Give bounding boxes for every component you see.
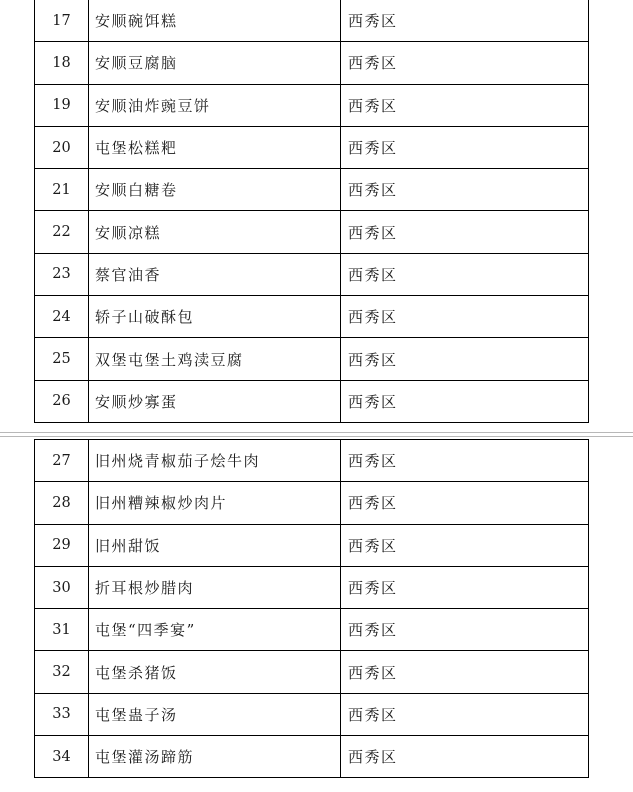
table-row — [35, 338, 588, 380]
table-row — [35, 651, 588, 693]
food-name: 屯堡灌汤蹄筋 — [89, 736, 341, 777]
row-number: 25 — [35, 338, 89, 379]
food-name: 安顺凉糕 — [89, 211, 341, 252]
table-row — [35, 0, 588, 42]
food-name: 旧州糟辣椒炒肉片 — [89, 482, 341, 523]
table-row — [35, 296, 588, 338]
row-number: 21 — [35, 169, 89, 210]
table-row — [35, 254, 588, 296]
district: 西秀区 — [348, 621, 398, 640]
district: 西秀区 — [348, 663, 398, 682]
table-row — [35, 482, 588, 524]
table-row — [35, 211, 588, 253]
page-break-divider — [0, 429, 633, 439]
food-name: 安顺炒寡蛋 — [89, 381, 341, 422]
row-number: 26 — [35, 381, 89, 422]
food-name: 屯堡“四季宴” — [89, 609, 341, 650]
food-name: 双堡屯堡土鸡渎豆腐 — [89, 338, 341, 379]
page-break-line — [0, 432, 633, 433]
food-name: 旧州甜饭 — [89, 525, 341, 566]
row-number: 34 — [35, 736, 89, 777]
district: 西秀区 — [348, 308, 398, 327]
row-number: 22 — [35, 211, 89, 252]
row-number: 17 — [35, 0, 89, 41]
table-row — [35, 127, 588, 169]
table-row — [35, 694, 588, 736]
row-number: 20 — [35, 127, 89, 168]
district: 西秀区 — [348, 536, 398, 555]
district: 西秀区 — [348, 350, 398, 369]
food-name: 折耳根炒腊肉 — [89, 567, 341, 608]
district: 西秀区 — [348, 494, 398, 513]
food-name: 安顺油炸豌豆饼 — [89, 85, 341, 126]
row-number: 23 — [35, 254, 89, 295]
row-number: 28 — [35, 482, 89, 523]
row-number: 31 — [35, 609, 89, 650]
food-table-page-1 — [34, 0, 589, 423]
row-number: 18 — [35, 42, 89, 83]
row-number: 30 — [35, 567, 89, 608]
district: 西秀区 — [348, 748, 398, 767]
row-number: 32 — [35, 651, 89, 692]
table-row — [35, 525, 588, 567]
food-name: 屯堡杀猪饭 — [89, 651, 341, 692]
row-number: 19 — [35, 85, 89, 126]
district: 西秀区 — [348, 705, 398, 724]
food-name: 安顺白糖卷 — [89, 169, 341, 210]
table-row — [35, 609, 588, 651]
table-row — [35, 169, 588, 211]
food-name: 屯堡松糕粑 — [89, 127, 341, 168]
district: 西秀区 — [348, 181, 398, 200]
table-row — [35, 381, 588, 423]
row-number: 24 — [35, 296, 89, 337]
district: 西秀区 — [348, 265, 398, 284]
food-name: 蔡官油香 — [89, 254, 341, 295]
food-name: 屯堡蛊子汤 — [89, 694, 341, 735]
food-name: 轿子山破酥包 — [89, 296, 341, 337]
table-row — [35, 85, 588, 127]
district: 西秀区 — [348, 139, 398, 158]
food-name: 旧州烧青椒茄子烩牛肉 — [89, 440, 341, 481]
food-table-page-2 — [34, 439, 589, 778]
district: 西秀区 — [348, 223, 398, 242]
district: 西秀区 — [348, 392, 398, 411]
row-number: 29 — [35, 525, 89, 566]
table-row — [35, 567, 588, 609]
district: 西秀区 — [348, 96, 398, 115]
district: 西秀区 — [348, 54, 398, 73]
food-name: 安顺碗饵糕 — [89, 0, 341, 41]
food-name: 安顺豆腐脑 — [89, 42, 341, 83]
table-row — [35, 42, 588, 84]
row-number: 33 — [35, 694, 89, 735]
district: 西秀区 — [348, 579, 398, 598]
district: 西秀区 — [348, 12, 398, 31]
table-row — [35, 736, 588, 778]
row-number: 27 — [35, 440, 89, 481]
page-break-line — [0, 436, 633, 437]
district: 西秀区 — [348, 452, 398, 471]
table-row — [35, 440, 588, 482]
